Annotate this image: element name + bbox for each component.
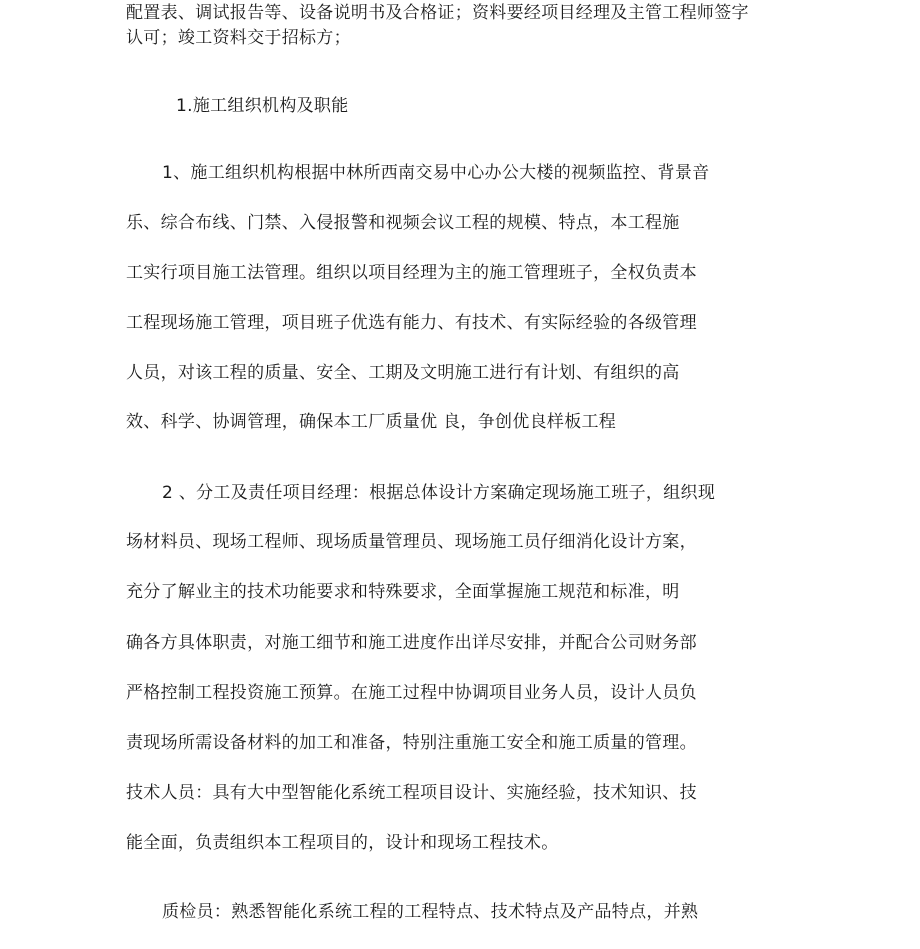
paragraph2-line-1: 2 、分工及责任项目经理：根据总体设计方案确定现场施工班子，组织现 — [162, 483, 716, 503]
intro-line-1: 配置表、调试报告等、设备说明书及合格证；资料要经项目经理及主管工程师签字 — [126, 3, 749, 23]
paragraph1-line-6: 效、科学、协调管理，确保本工厂质量优 良，争创优良样板工程 — [126, 412, 617, 432]
paragraph2-line-3: 充分了解业主的技术功能要求和特殊要求，全面掌握施工规范和标准，明 — [126, 582, 680, 602]
paragraph2-line-6: 责现场所需设备材料的加工和准备，特别注重施工安全和施工质量的管理。 — [126, 733, 697, 753]
paragraph1-line-5: 人员，对该工程的质量、安全、工期及文明施工进行有计划、有组织的高 — [126, 363, 680, 383]
paragraph2-line-7: 技术人员：具有大中型智能化系统工程项目设计、实施经验，技术知识、技 — [126, 783, 697, 803]
paragraph2-line-4: 确各方具体职责，对施工细节和施工进度作出详尽安排，并配合公司财务部 — [126, 633, 697, 653]
paragraph2-line-5: 严格控制工程投资施工预算。在施工过程中协调项目业务人员，设计人员负 — [126, 683, 697, 703]
paragraph1-line-3: 工实行项目施工法管理。组织以项目经理为主的施工管理班子，全权负责本 — [126, 263, 697, 283]
intro-line-2: 认可；竣工资料交于招标方； — [126, 28, 351, 48]
paragraph2-line-8: 能全面，负责组织本工程项目的，设计和现场工程技术。 — [126, 833, 559, 853]
paragraph2-line-2: 场材料员、现场工程师、现场质量管理员、现场施工员仔细消化设计方案， — [126, 532, 697, 552]
paragraph1-line-4: 工程现场施工管理，项目班子优选有能力、有技术、有实际经验的各级管理 — [126, 313, 697, 333]
paragraph1-line-2: 乐、综合布线、门禁、入侵报警和视频会议工程的规模、特点，本工程施 — [126, 213, 680, 233]
section-heading: 1.施工组织机构及职能 — [176, 96, 349, 116]
paragraph1-line-1: 1、施工组织机构根据中林所西南交易中心办公大楼的视频监控、背景音 — [162, 163, 710, 183]
paragraph3-line-1: 质检员：熟悉智能化系统工程的工程特点、技术特点及产品特点，并熟 — [162, 902, 699, 922]
